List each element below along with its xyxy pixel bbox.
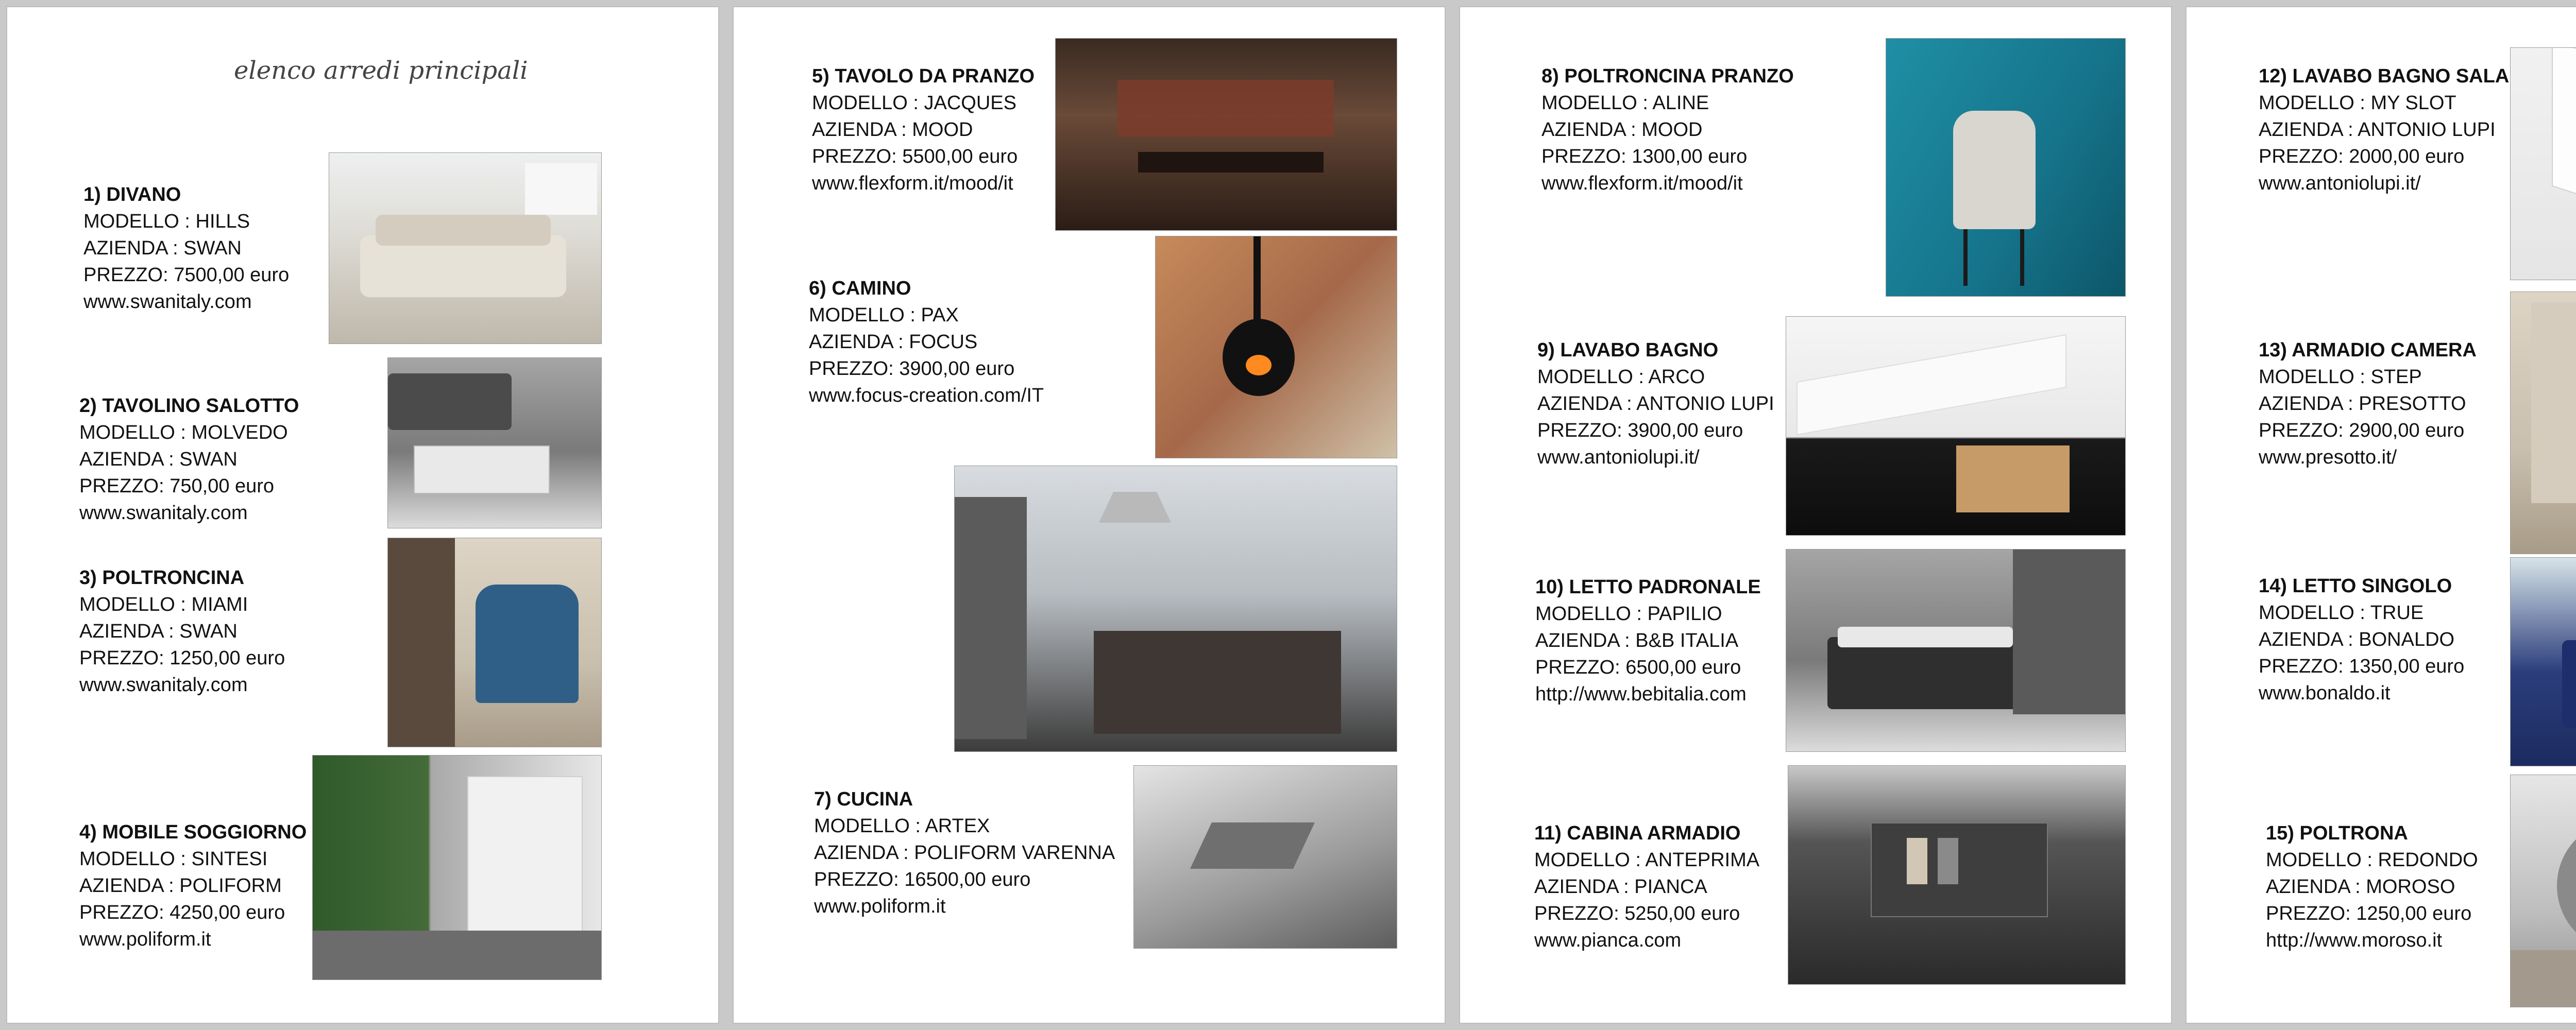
photo-tavolo-pranzo xyxy=(1055,38,1397,231)
item-prezzo: PREZZO: 6500,00 euro xyxy=(1535,657,1741,678)
item-modello: MODELLO : JACQUES xyxy=(812,92,1016,114)
item-url: http://www.bebitalia.com xyxy=(1535,683,1747,705)
item-url: www.flexform.it/mood/it xyxy=(1541,173,1743,194)
catalog-page-1 xyxy=(7,7,718,1023)
catalog-page-3 xyxy=(1460,7,2171,1023)
item-url: www.flexform.it/mood/it xyxy=(812,173,1013,194)
item-head: 14) LETTO SINGOLO xyxy=(2259,575,2452,597)
item-head: 13) ARMADIO CAMERA xyxy=(2259,339,2477,361)
item-url: www.antoniolupi.it/ xyxy=(2259,173,2421,194)
item-modello: MODELLO : REDONDO xyxy=(2266,849,2478,871)
item-azienda: AZIENDA : ANTONIO LUPI xyxy=(2259,119,2496,141)
photo-cabina-armadio xyxy=(1788,765,2126,985)
item-prezzo: PREZZO: 1300,00 euro xyxy=(1541,146,1748,167)
photo-poltroncina-pranzo xyxy=(1886,38,2126,297)
item-prezzo: PREZZO: 1350,00 euro xyxy=(2259,656,2465,677)
item-modello: MODELLO : PAX xyxy=(809,304,959,326)
item-head: 6) CAMINO xyxy=(809,278,911,299)
item-azienda: AZIENDA : POLIFORM xyxy=(79,875,282,897)
item-url: www.focus-creation.com/IT xyxy=(809,385,1044,406)
item-prezzo: PREZZO: 1250,00 euro xyxy=(79,647,285,669)
item-azienda: AZIENDA : BONALDO xyxy=(2259,629,2455,650)
item-head: 3) POLTRONCINA xyxy=(79,567,245,589)
item-prezzo: PREZZO: 5500,00 euro xyxy=(812,146,1018,167)
item-modello: MODELLO : HILLS xyxy=(83,211,250,232)
item-url: www.swanitaly.com xyxy=(79,502,248,524)
item-modello: MODELLO : MIAMI xyxy=(79,594,248,615)
catalog-page-2 xyxy=(734,7,1445,1023)
item-azienda: AZIENDA : POLIFORM VARENNA xyxy=(814,842,1115,864)
item-azienda: AZIENDA : MOOD xyxy=(812,119,973,141)
item-modello: MODELLO : TRUE xyxy=(2259,602,2424,624)
photo-poltrona xyxy=(2510,775,2576,1007)
item-head: 7) CUCINA xyxy=(814,788,913,810)
photo-tavolino xyxy=(387,357,602,528)
photo-cucina-lavello xyxy=(1133,765,1397,949)
photo-poltroncina xyxy=(387,538,602,747)
item-url: www.poliform.it xyxy=(79,929,211,950)
photo-armadio-camera xyxy=(2510,291,2576,554)
photo-camino xyxy=(1155,236,1397,458)
item-prezzo: PREZZO: 4250,00 euro xyxy=(79,902,285,923)
item-url: www.poliform.it xyxy=(814,896,946,917)
item-azienda: AZIENDA : B&B ITALIA xyxy=(1535,630,1739,651)
item-head: 2) TAVOLINO SALOTTO xyxy=(79,395,299,417)
item-azienda: AZIENDA : ANTONIO LUPI xyxy=(1537,393,1774,415)
item-head: 9) LAVABO BAGNO xyxy=(1537,339,1719,361)
item-azienda: AZIENDA : PIANCA xyxy=(1534,876,1707,898)
item-modello: MODELLO : ARTEX xyxy=(814,815,990,837)
catalog-page-4 xyxy=(2187,7,2576,1023)
item-head: 5) TAVOLO DA PRANZO xyxy=(812,65,1035,87)
photo-mobile-soggiorno xyxy=(312,755,602,980)
item-azienda: AZIENDA : MOROSO xyxy=(2266,876,2455,898)
item-azienda: AZIENDA : SWAN xyxy=(83,237,242,259)
item-head: 11) CABINA ARMADIO xyxy=(1534,822,1741,844)
item-url: www.presotto.it/ xyxy=(2259,447,2397,468)
item-modello: MODELLO : PAPILIO xyxy=(1535,603,1722,625)
item-prezzo: PREZZO: 16500,00 euro xyxy=(814,869,1031,890)
item-head: 8) POLTRONCINA PRANZO xyxy=(1541,65,1794,87)
photo-lavabo-bagno-sala xyxy=(2510,47,2576,280)
item-modello: MODELLO : SINTESI xyxy=(79,848,268,870)
photo-divano xyxy=(329,152,602,344)
item-azienda: AZIENDA : MOOD xyxy=(1541,119,1703,141)
item-prezzo: PREZZO: 750,00 euro xyxy=(79,475,275,497)
item-azienda: AZIENDA : SWAN xyxy=(79,621,238,642)
item-modello: MODELLO : ALINE xyxy=(1541,92,1709,114)
item-modello: MODELLO : STEP xyxy=(2259,366,2422,388)
item-url: www.pianca.com xyxy=(1534,930,1682,951)
item-prezzo: PREZZO: 5250,00 euro xyxy=(1534,903,1740,924)
item-prezzo: PREZZO: 2900,00 euro xyxy=(2259,420,2465,441)
item-azienda: AZIENDA : PRESOTTO xyxy=(2259,393,2466,415)
item-url: www.antoniolupi.it/ xyxy=(1537,447,1700,468)
photo-letto-padronale xyxy=(1786,549,2126,752)
item-head: 1) DIVANO xyxy=(83,184,181,205)
item-head: 4) MOBILE SOGGIORNO xyxy=(79,821,307,843)
item-url: www.swanitaly.com xyxy=(83,291,252,313)
item-url: www.swanitaly.com xyxy=(79,674,248,696)
item-url: http://www.moroso.it xyxy=(2266,930,2443,951)
item-modello: MODELLO : ARCO xyxy=(1537,366,1705,388)
item-azienda: AZIENDA : FOCUS xyxy=(809,331,978,353)
photo-lavabo-bagno xyxy=(1786,316,2126,536)
item-modello: MODELLO : MY SLOT xyxy=(2259,92,2456,114)
item-azienda: AZIENDA : SWAN xyxy=(79,449,238,470)
item-modello: MODELLO : ANTEPRIMA xyxy=(1534,849,1760,871)
item-prezzo: PREZZO: 3900,00 euro xyxy=(1537,420,1743,441)
item-prezzo: PREZZO: 2000,00 euro xyxy=(2259,146,2465,167)
photo-cucina xyxy=(954,466,1397,752)
item-head: 10) LETTO PADRONALE xyxy=(1535,576,1761,598)
item-prezzo: PREZZO: 7500,00 euro xyxy=(83,264,290,286)
item-modello: MODELLO : MOLVEDO xyxy=(79,422,288,443)
item-prezzo: PREZZO: 1250,00 euro xyxy=(2266,903,2472,924)
page-title: elenco arredi principali xyxy=(234,56,528,85)
photo-letto-singolo xyxy=(2510,557,2576,766)
item-prezzo: PREZZO: 3900,00 euro xyxy=(809,358,1015,380)
item-url: www.bonaldo.it xyxy=(2259,682,2391,704)
item-head: 15) POLTRONA xyxy=(2266,822,2408,844)
item-head: 12) LAVABO BAGNO SALA xyxy=(2259,65,2510,87)
